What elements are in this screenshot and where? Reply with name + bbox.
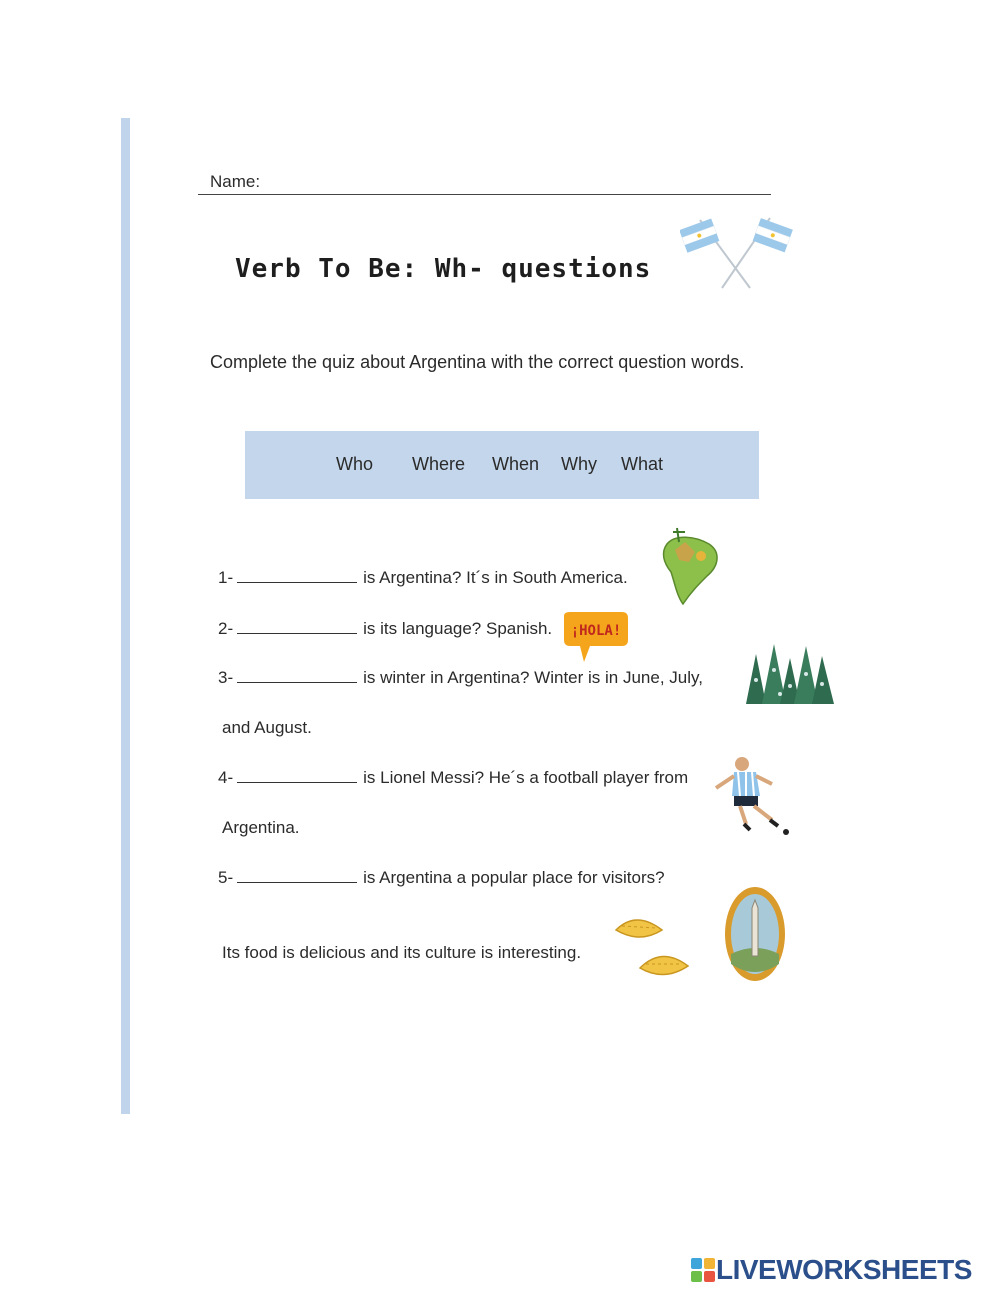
name-input-line[interactable] [198,194,771,195]
word-bank-why: Why [561,454,597,474]
word-bank-what: What [621,454,664,474]
question-number: 4- [218,768,234,787]
word-bank-when: When [492,454,540,474]
south-america-map-icon [655,526,725,608]
worksheet-title: Verb To Be: Wh- questions [235,254,652,284]
answer-blank-4[interactable] [237,768,357,783]
question-4-continuation: Argentina. [222,818,300,837]
question-text: is Argentina a popular place for visitors? [363,868,665,887]
question-number: 1- [218,568,234,587]
brand-text: LIVEWORKSHEETS [716,1254,972,1285]
name-label: Name: [210,172,261,191]
hola-text: ¡HOLA! [570,623,622,639]
word-bank-where: Where [412,454,466,474]
word-bank-who: Who [336,454,374,474]
answer-blank-3[interactable] [237,668,357,683]
answer-blank-5[interactable] [237,868,357,883]
football-player-icon [712,754,794,838]
question-5-continuation: Its food is delicious and its culture is interesting. [222,943,582,962]
question-text: is Argentina? It´s in South America. [363,568,628,587]
hola-speech-bubble-icon [560,610,630,666]
question-number: 2- [218,619,234,638]
question-1 [218,568,628,588]
question-3-continuation: and August. [222,718,312,737]
question-number: 5- [218,868,234,887]
question-text: is its language? Spanish. [363,619,553,638]
answer-blank-2[interactable] [237,619,357,634]
question-3 [218,668,703,688]
answer-blank-1[interactable] [237,568,357,583]
instruction-text: Complete the quiz about Argentina with the correct question words. [210,352,745,372]
argentina-flags-icon [680,210,795,290]
empanadas-icon [612,910,692,986]
question-2 [218,619,552,639]
question-5 [218,868,665,888]
page-side-bar [121,118,130,1114]
question-4 [218,768,688,788]
liveworksheets-logo-icon [690,1257,716,1283]
obelisk-frame-icon [722,884,788,984]
question-number: 3- [218,668,234,687]
question-text: is Lionel Messi? He´s a football player from [363,768,689,787]
question-text: is winter in Argentina? Winter is in June, July, [363,668,703,687]
pine-forest-icon [736,640,840,706]
liveworksheets-brand [690,1254,972,1286]
